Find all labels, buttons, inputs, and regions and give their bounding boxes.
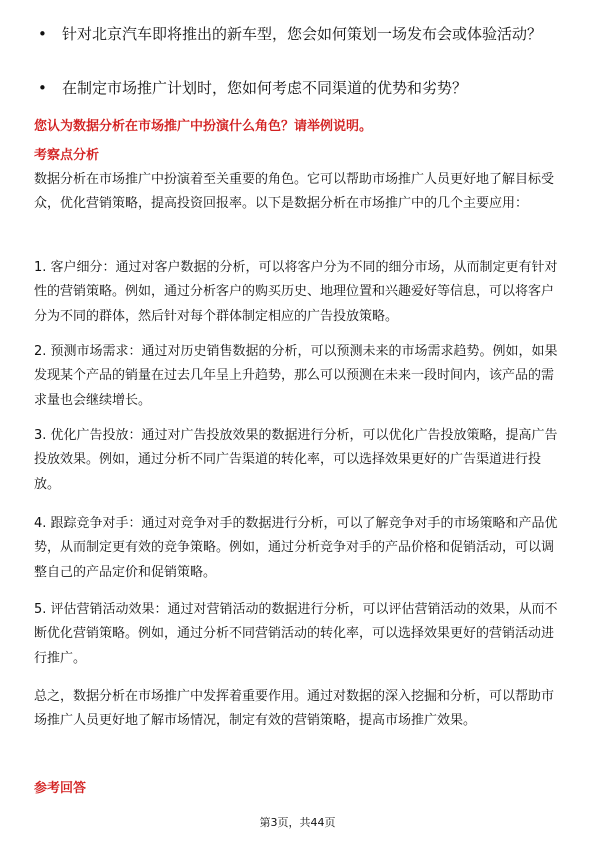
- paragraph-item-5: 5. 评估营销活动效果：通过对营销活动的数据进行分析，可以评估营销活动的效果，从而不断优化营销策略。例如，通过分析不同营销活动的转化率，可以选择效果更好的营销活动进行推广。: [34, 602, 558, 666]
- paragraph-item-3: 3. 优化广告投放：通过对广告投放效果的数据进行分析，可以优化广告投放策略，提高广告投放效果。例如，通过分析不同广告渠道的转化率，可以选择效果更好的广告渠道进行投放。: [34, 428, 558, 492]
- bullet-icon: •: [38, 79, 47, 97]
- question-heading: 您认为数据分析在市场推广中扮演什么角色？请举例说明。: [34, 119, 373, 134]
- section-title-analysis: 考察点分析: [34, 148, 100, 163]
- paragraph-summary: 总之，数据分析在市场推广中发挥着重要作用。通过对数据的深入挖掘和分析，可以帮助市场推广人员更好地了解市场情况，制定有效的营销策略，提高市场推广效果。: [34, 689, 555, 729]
- paragraph-item-4: 4. 跟踪竞争对手：通过对竞争对手的数据进行分析，可以了解竞争对手的市场策略和产品优势，从而制定更有效的竞争策略。例如，通过分析竞争对手的产品价格和促销活动，可以调整自己的产品定价和促销策略。: [34, 516, 558, 580]
- list-item-text: 在制定市场推广计划时，您如何考虑不同渠道的优势和劣势？: [62, 79, 468, 97]
- paragraph-item-1: 1. 客户细分：通过对客户数据的分析，可以将客户分为不同的细分市场，从而制定更有针对性的营销策略。例如，通过分析客户的购买历史、地理位置和兴趣爱好等信息，可以将客户分为不同的群体，然后针对每个群体制定相应的广告投放策略。: [34, 260, 558, 324]
- bullet-icon: •: [38, 25, 47, 43]
- list-item-text: 针对北京汽车即将推出的新车型，您会如何策划一场发布会或体验活动？: [62, 25, 543, 43]
- section-title-reference: 参考回答: [34, 781, 87, 796]
- paragraph-intro: 数据分析在市场推广中扮演着至关重要的角色。它可以帮助市场推广人员更好地了解目标受众，优化营销策略，提高投资回报率。以下是数据分析在市场推广中的几个主要应用：: [34, 172, 555, 212]
- paragraph-item-2: 2. 预测市场需求：通过对历史销售数据的分析，可以预测未来的市场需求趋势。例如，如果发现某个产品的销量在过去几年呈上升趋势，那么可以预测在未来一段时间内，该产品的需求量也会继续增长。: [34, 344, 558, 408]
- page-number: 第3页，共44页: [259, 816, 336, 829]
